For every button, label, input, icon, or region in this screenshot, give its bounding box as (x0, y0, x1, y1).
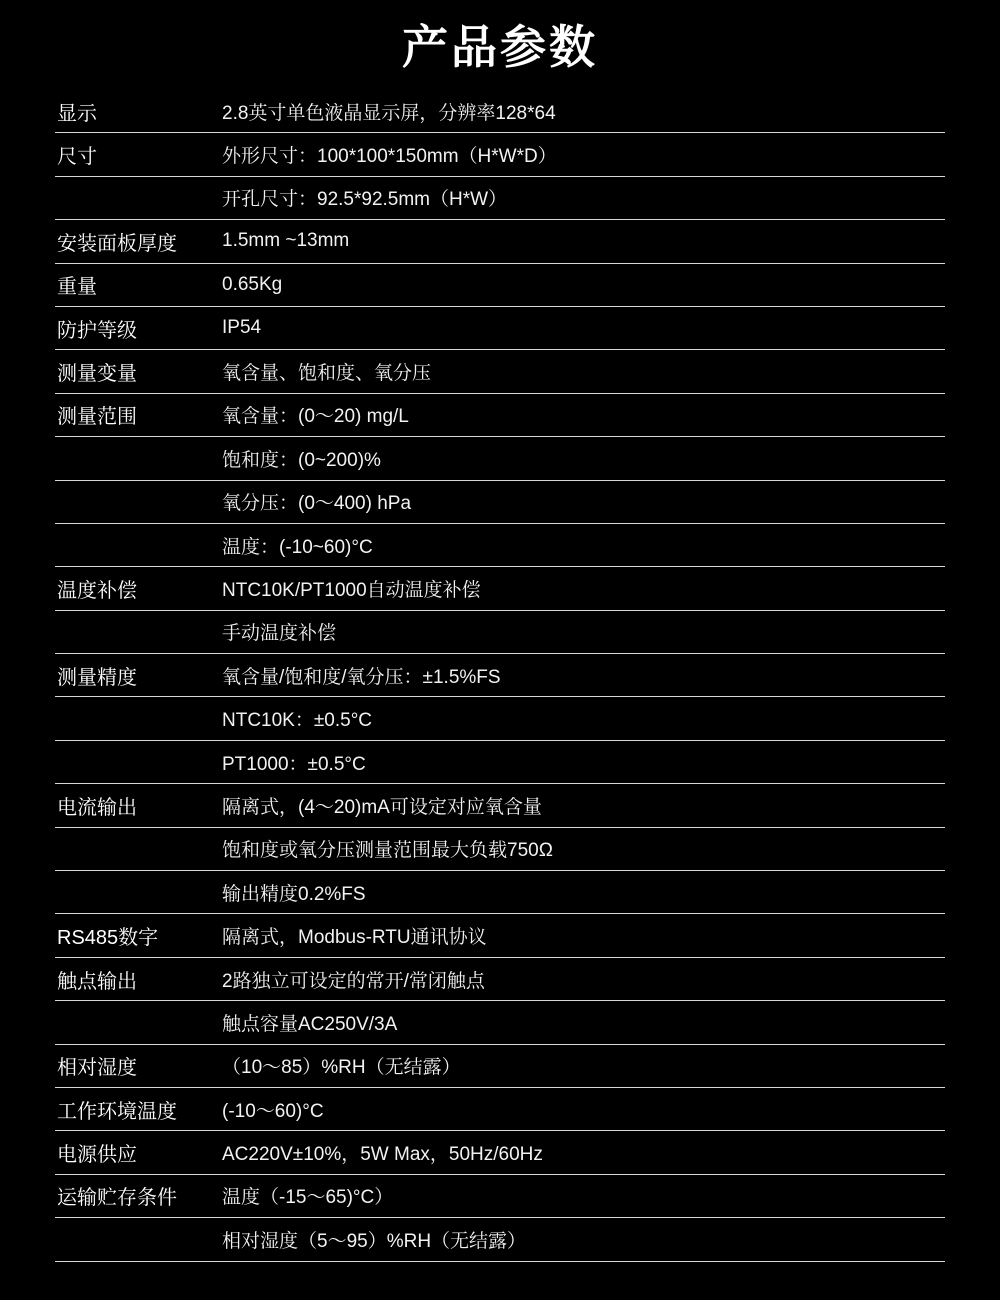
row-label: 工作环境温度 (57, 1100, 177, 1123)
table-row (55, 481, 945, 524)
table-row (55, 264, 945, 307)
table-row (55, 914, 945, 957)
row-value: 氧含量：(0～20) mg/L (222, 406, 409, 428)
row-value: IP54 (222, 317, 262, 339)
row-label: 测量范围 (57, 406, 137, 429)
row-label: RS485数字 (57, 927, 159, 950)
row-label: 防护等级 (57, 319, 137, 342)
row-value: 1.5mm ~13mm (222, 230, 350, 252)
row-label: 电源供应 (57, 1144, 137, 1167)
row-value: 饱和度：(0~200)% (222, 449, 381, 471)
row-value: 2.8英寸单色液晶显示屏，分辨率128*64 (222, 102, 556, 124)
row-label: 电流输出 (57, 796, 137, 819)
row-value: 温度：(-10~60)°C (222, 536, 373, 558)
table-row (55, 90, 945, 133)
row-label: 运输贮存条件 (57, 1187, 177, 1210)
table-row (55, 828, 945, 871)
table-row (55, 220, 945, 263)
table-row (55, 524, 945, 567)
table-row (55, 1175, 945, 1218)
row-value: 氧含量、饱和度、氧分压 (222, 363, 432, 385)
row-label: 相对湿度 (57, 1057, 137, 1080)
spec-table (55, 90, 945, 1262)
row-value: 饱和度或氧分压测量范围最大负载750Ω (222, 840, 553, 862)
table-row (55, 611, 945, 654)
row-value: 开孔尺寸：92.5*92.5mm（H*W） (222, 189, 508, 211)
row-value: 触点容量AC250V/3A (222, 1013, 398, 1035)
table-row (55, 958, 945, 1001)
table-row (55, 871, 945, 914)
table-row (55, 1088, 945, 1131)
table-row (55, 654, 945, 697)
row-value: 外形尺寸：100*100*150mm（H*W*D） (222, 146, 557, 168)
row-value: 手动温度补偿 (222, 623, 337, 645)
row-label: 温度补偿 (57, 579, 137, 602)
row-value: （10～85）%RH（无结露） (222, 1057, 461, 1079)
row-value: 2路独立可设定的常开/常闭触点 (222, 970, 485, 992)
row-label: 尺寸 (57, 146, 97, 169)
row-value: NTC10K/PT1000自动温度补偿 (222, 579, 481, 601)
row-value: 隔离式，(4～20)mA可设定对应氧含量 (222, 796, 542, 818)
row-value: 温度（-15～65)°C） (222, 1187, 394, 1209)
row-value: 氧含量/饱和度/氧分压：±1.5%FS (222, 666, 501, 688)
page-title: 产品参数 (402, 21, 598, 73)
row-value: 氧分压：(0～400) hPa (222, 493, 412, 515)
table-row (55, 350, 945, 393)
row-value: PT1000：±0.5°C (222, 753, 366, 775)
row-value: 隔离式，Modbus-RTU通讯协议 (222, 927, 487, 949)
table-row (55, 437, 945, 480)
table-row (55, 307, 945, 350)
row-label: 测量精度 (57, 666, 137, 689)
row-label: 安装面板厚度 (57, 232, 177, 255)
table-row (55, 741, 945, 784)
table-row (55, 1218, 945, 1261)
row-label: 显示 (57, 102, 97, 125)
table-row (55, 133, 945, 176)
row-value: AC220V±10%，5W Max，50Hz/60Hz (222, 1144, 543, 1166)
row-value: 0.65Kg (222, 273, 283, 295)
table-row (55, 697, 945, 740)
row-label: 触点输出 (57, 970, 137, 993)
table-row (55, 1131, 945, 1174)
table-row (55, 177, 945, 220)
row-label: 重量 (57, 276, 97, 299)
row-label: 测量变量 (57, 363, 137, 386)
row-value: 输出精度0.2%FS (222, 883, 366, 905)
table-row (55, 784, 945, 827)
table-row (55, 1045, 945, 1088)
row-value: (-10～60)°C (222, 1100, 324, 1122)
table-row (55, 394, 945, 437)
row-value: NTC10K：±0.5°C (222, 710, 373, 732)
row-value: 相对湿度（5～95）%RH（无结露） (222, 1230, 527, 1252)
table-row (55, 567, 945, 610)
table-row (55, 1001, 945, 1044)
